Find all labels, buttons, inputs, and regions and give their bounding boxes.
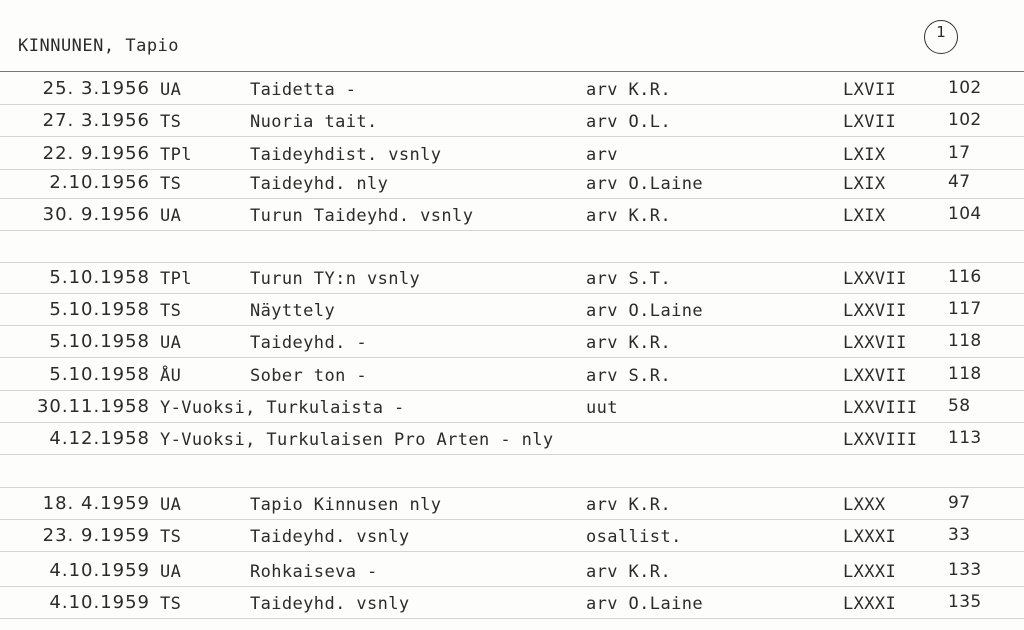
entry-date: 4.10.1959 (49, 592, 150, 613)
entry-row (0, 73, 1024, 105)
entry-date: 4.12.1958 (49, 428, 150, 449)
person-name: KINNUNEN, Tapio (18, 36, 180, 56)
entry-title: Turun Taideyhd. vsnly (250, 206, 474, 226)
entry-volume: LXXVII (843, 269, 907, 289)
entry-date: 2.10.1956 (49, 172, 150, 193)
entry-row (0, 587, 1024, 619)
entry-row (0, 423, 1024, 455)
entry-date: 5.10.1958 (49, 331, 150, 352)
entry-volume: LXXXI (843, 562, 897, 582)
entry-source: TS (160, 301, 182, 321)
entry-page: 113 (948, 428, 982, 448)
entry-volume: LXXXI (843, 594, 897, 614)
entry-source: UA (160, 562, 182, 582)
entry-row (0, 138, 1024, 170)
entry-date: 18. 4.1959 (42, 493, 150, 514)
entry-title: Taideyhd. vsnly (250, 594, 410, 614)
entry-page: 135 (948, 592, 982, 612)
entry-volume: LXXVII (843, 366, 907, 386)
entry-volume: LXIX (843, 206, 886, 226)
entry-source: TPl (160, 145, 192, 165)
entry-volume: LXIX (843, 145, 886, 165)
entry-row (0, 555, 1024, 587)
blank-row (0, 456, 1024, 488)
entry-source: UA (160, 333, 182, 353)
entry-review: arv O.Laine (586, 594, 703, 614)
entry-review: arv K.R. (586, 562, 672, 582)
card-number-circle: 1 (924, 20, 958, 54)
entry-volume: LXXX (843, 495, 886, 515)
entry-row (0, 520, 1024, 552)
entry-volume: LXXXI (843, 527, 897, 547)
entry-volume: LXVII (843, 112, 897, 132)
entry-source: UA (160, 495, 182, 515)
entry-source: TS (160, 527, 182, 547)
entry-volume: LXIX (843, 174, 886, 194)
entry-row (0, 359, 1024, 391)
entry-volume: LXVII (843, 80, 897, 100)
entry-row (0, 326, 1024, 358)
entry-page: 97 (948, 493, 971, 513)
entry-row (0, 294, 1024, 326)
entry-title: Sober ton - (250, 366, 367, 386)
entry-review: arv K.R. (586, 333, 672, 353)
entry-date: 30. 9.1956 (42, 204, 150, 225)
entry-source: UA (160, 80, 182, 100)
entry-source: ÅU (160, 366, 182, 386)
entry-title: Rohkaiseva - (250, 562, 378, 582)
entry-row (0, 199, 1024, 231)
entry-review: arv S.R. (586, 366, 672, 386)
entry-row (0, 391, 1024, 423)
entry-title: Taidetta - (250, 80, 357, 100)
entry-row (0, 105, 1024, 137)
entry-source: TS (160, 594, 182, 614)
entry-title: Nuoria tait. (250, 112, 378, 132)
entry-review: osallist. (586, 527, 682, 547)
entry-title: Taideyhd. vsnly (250, 527, 410, 547)
entry-date: 5.10.1958 (49, 364, 150, 385)
entry-page: 47 (948, 172, 971, 192)
entry-page: 116 (948, 267, 982, 287)
entry-date: 5.10.1958 (49, 267, 150, 288)
entry-title: Näyttely (250, 301, 336, 321)
entry-review: arv K.R. (586, 206, 672, 226)
entry-title: Turun TY:n vsnly (250, 269, 421, 289)
entry-page: 117 (948, 299, 982, 319)
entry-source: TPl (160, 269, 192, 289)
entry-review: arv (586, 145, 618, 165)
entry-row (0, 167, 1024, 199)
entry-date: 25. 3.1956 (42, 78, 150, 99)
entry-volume: LXXVII (843, 301, 907, 321)
entry-page: 102 (948, 110, 982, 130)
entry-volume: LXXVIII (843, 430, 918, 450)
entry-volume: LXXVIII (843, 398, 918, 418)
entry-date: 30.11.1958 (36, 396, 150, 417)
entry-source: Y-Vuoksi, Turkulaisen Pro Arten - nly (160, 430, 554, 450)
entry-title: Tapio Kinnusen nly (250, 495, 442, 515)
entry-title: Taideyhd. nly (250, 174, 389, 194)
entry-page: 118 (948, 331, 982, 351)
entry-review: uut (586, 398, 618, 418)
entry-date: 5.10.1958 (49, 299, 150, 320)
entry-title: Taideyhd. - (250, 333, 367, 353)
entry-date: 4.10.1959 (49, 560, 150, 581)
entry-source: TS (160, 112, 182, 132)
entry-volume: LXXVII (843, 333, 907, 353)
entry-page: 17 (948, 143, 971, 163)
entry-source: UA (160, 206, 182, 226)
entry-page: 102 (948, 78, 982, 98)
entry-source: Y-Vuoksi, Turkulaista - (160, 398, 405, 418)
entry-date: 27. 3.1956 (42, 110, 150, 131)
header-divider (0, 71, 1024, 72)
entry-page: 33 (948, 525, 971, 545)
entry-review: arv O.Laine (586, 174, 703, 194)
entry-page: 58 (948, 396, 971, 416)
entry-review: arv K.R. (586, 80, 672, 100)
entry-page: 118 (948, 364, 982, 384)
entry-review: arv O.Laine (586, 301, 703, 321)
entry-title: Taideyhdist. vsnly (250, 145, 442, 165)
blank-row (0, 231, 1024, 263)
entry-review: arv S.T. (586, 269, 672, 289)
entry-page: 104 (948, 204, 982, 224)
entry-review: arv K.R. (586, 495, 672, 515)
entry-review: arv O.L. (586, 112, 672, 132)
entry-page: 133 (948, 560, 982, 580)
entry-source: TS (160, 174, 182, 194)
entry-row (0, 488, 1024, 520)
entry-date: 22. 9.1956 (42, 143, 150, 164)
entry-date: 23. 9.1959 (42, 525, 150, 546)
entry-row (0, 262, 1024, 294)
